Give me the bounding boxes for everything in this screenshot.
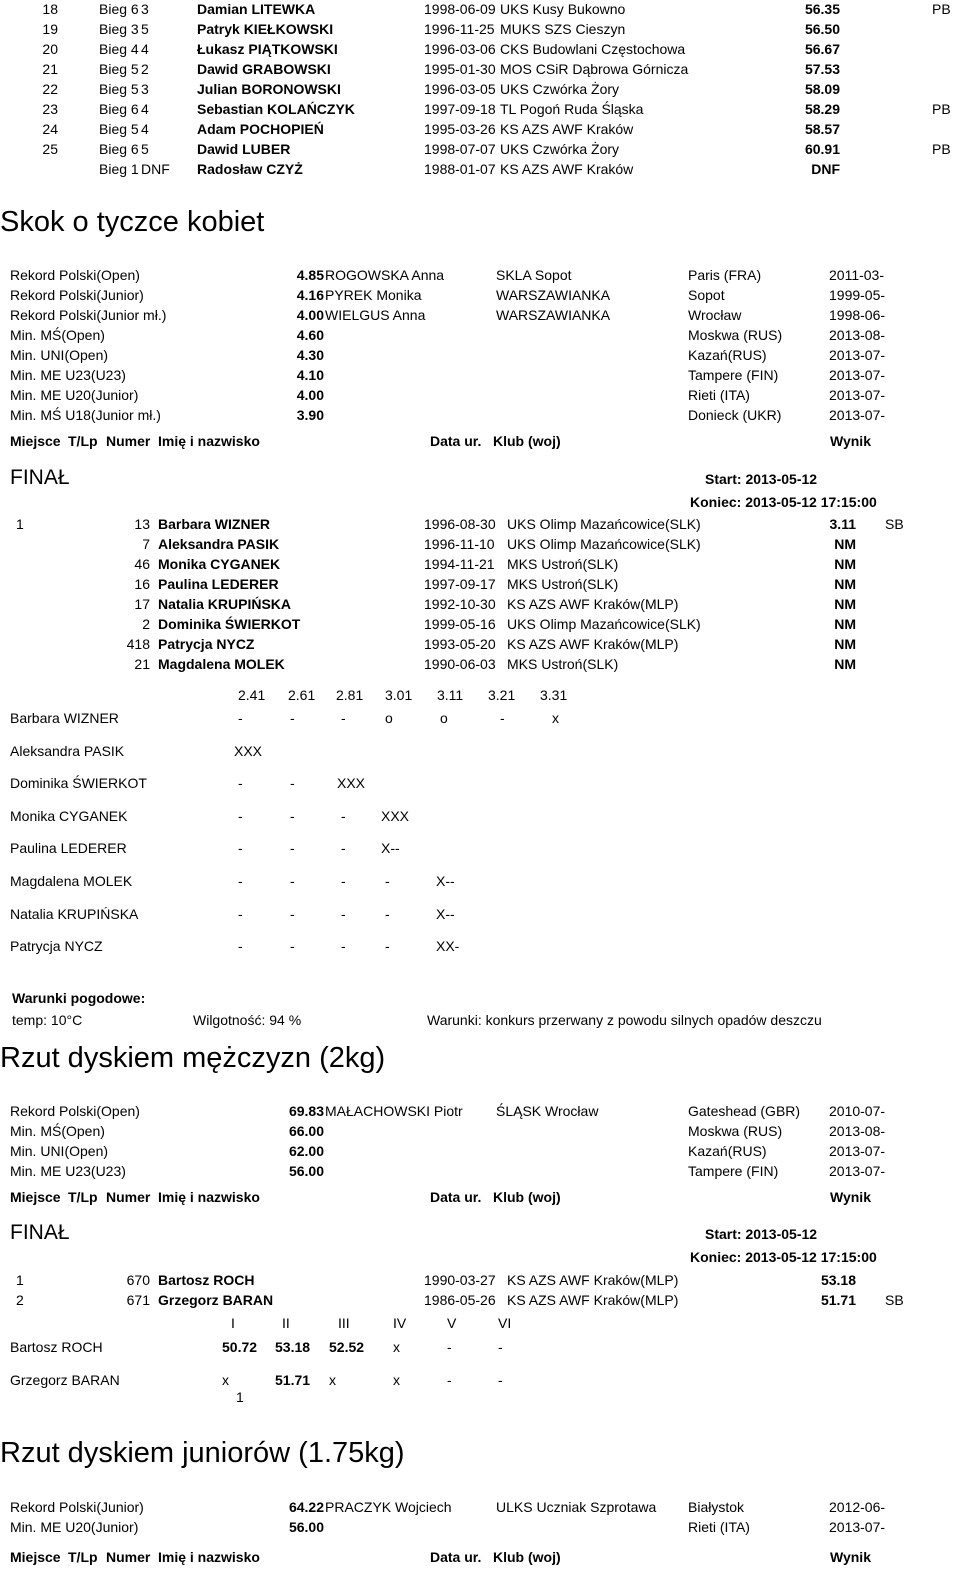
record-place: Wrocław bbox=[688, 307, 742, 323]
row-place: 23 bbox=[42, 101, 58, 117]
attempt-mark: o bbox=[440, 710, 448, 726]
weather-label: Warunki pogodowe: bbox=[12, 990, 146, 1006]
result-birth-date: 1990-06-03 bbox=[424, 656, 496, 672]
record-club: ULKS Uczniak Szprotawa bbox=[496, 1499, 657, 1515]
final-label: FINAŁ bbox=[10, 466, 70, 489]
row-athlete-name: Adam POCHOPIEŃ bbox=[197, 121, 324, 137]
result-value: NM bbox=[834, 616, 856, 632]
result-athlete-name: Monika CYGANEK bbox=[158, 556, 281, 572]
result-club: MKS Ustroń(SLK) bbox=[507, 576, 619, 592]
result-club: MKS Ustroń(SLK) bbox=[507, 556, 619, 572]
row-birth-date: 1998-06-09 bbox=[424, 1, 496, 17]
record-value: 4.00 bbox=[296, 387, 324, 403]
row-club: MUKS SZS Cieszyn bbox=[500, 21, 626, 37]
result-number: 7 bbox=[142, 536, 150, 552]
result-number: 2 bbox=[142, 616, 150, 632]
attempt-athlete-name: Magdalena MOLEK bbox=[10, 873, 133, 889]
record-label: Min. UNI(Open) bbox=[10, 347, 109, 363]
result-number: 46 bbox=[134, 556, 150, 572]
row-result: 56.35 bbox=[804, 1, 840, 17]
attempt-mark: - bbox=[447, 1339, 452, 1355]
record-label: Min. MŚ U18(Junior mł.) bbox=[10, 407, 161, 423]
result-club: KS AZS AWF Kraków(MLP) bbox=[507, 1292, 679, 1308]
row-place: 19 bbox=[42, 21, 58, 37]
record-label: Min. ME U20(Junior) bbox=[10, 387, 139, 403]
row-result: DNF bbox=[811, 161, 840, 177]
record-value: 3.90 bbox=[296, 407, 324, 423]
result-birth-date: 1990-03-27 bbox=[424, 1272, 496, 1288]
record-label: Rekord Polski(Junior) bbox=[10, 287, 144, 303]
row-place: 25 bbox=[42, 141, 58, 157]
record-label: Min. MŚ(Open) bbox=[10, 327, 105, 343]
record-place: Gateshead (GBR) bbox=[688, 1103, 801, 1119]
attempt-mark: - bbox=[385, 938, 390, 955]
result-value: NM bbox=[834, 556, 856, 572]
attempt-mark: - bbox=[290, 807, 295, 824]
attempt-mark: - bbox=[385, 905, 390, 922]
end-time: Koniec: 2013-05-12 17:15:00 bbox=[690, 494, 877, 510]
col-header-place: Miejsce bbox=[10, 1549, 61, 1565]
record-date: 2011-03- bbox=[829, 267, 885, 283]
result-athlete-name: Grzegorz BARAN bbox=[158, 1292, 274, 1308]
round-label: I bbox=[231, 1315, 235, 1331]
record-club: WARSZAWIANKA bbox=[496, 307, 611, 323]
col-header-club: Klub (woj) bbox=[493, 1189, 561, 1205]
result-number: 670 bbox=[126, 1272, 150, 1288]
result-note: SB bbox=[885, 516, 904, 532]
row-birth-date: 1996-03-05 bbox=[424, 81, 496, 97]
row-club: UKS Czwórka Żory bbox=[500, 141, 620, 157]
col-header-result: Wynik bbox=[830, 1189, 871, 1205]
record-value: 69.83 bbox=[288, 1103, 324, 1119]
attempt-mark: - bbox=[498, 1372, 503, 1388]
row-lane: 3 bbox=[141, 81, 149, 97]
result-birth-date: 1992-10-30 bbox=[424, 596, 496, 612]
col-header-birth-date: Data ur. bbox=[430, 433, 482, 449]
result-value: NM bbox=[834, 656, 856, 672]
record-date: 2013-07- bbox=[829, 1519, 886, 1535]
attempt-athlete-name: Bartosz ROCH bbox=[10, 1339, 103, 1355]
row-birth-date: 1995-03-26 bbox=[424, 121, 496, 137]
record-place: Tampere (FIN) bbox=[688, 367, 779, 383]
weather-humidity: Wilgotność: 94 % bbox=[193, 1012, 302, 1028]
attempt-mark: XXX bbox=[381, 807, 410, 824]
row-birth-date: 1997-09-18 bbox=[424, 101, 496, 117]
result-athlete-name: Dominika ŚWIERKOT bbox=[158, 616, 301, 632]
row-club: KS AZS AWF Kraków bbox=[500, 121, 634, 137]
row-lane: 4 bbox=[141, 101, 149, 117]
attempt-athlete-name: Patrycja NYCZ bbox=[10, 938, 103, 955]
row-result: 56.67 bbox=[804, 41, 840, 57]
row-athlete-name: Dawid GRABOWSKI bbox=[197, 61, 331, 77]
row-birth-date: 1996-03-06 bbox=[424, 41, 496, 57]
row-result: 60.91 bbox=[804, 141, 840, 157]
attempt-mark: - bbox=[447, 1372, 452, 1388]
result-athlete-name: Magdalena MOLEK bbox=[158, 656, 285, 672]
row-note: PB bbox=[932, 101, 951, 117]
record-date: 2013-07- bbox=[829, 367, 886, 383]
record-holder: PYREK Monika bbox=[325, 287, 422, 303]
event-title: Skok o tyczce kobiet bbox=[0, 206, 265, 238]
result-birth-date: 1999-05-16 bbox=[424, 616, 496, 632]
result-value: NM bbox=[834, 596, 856, 612]
bar-height: 2.81 bbox=[336, 687, 364, 703]
result-value: 51.71 bbox=[820, 1292, 856, 1308]
attempt-mark: x bbox=[222, 1372, 229, 1388]
record-label: Rekord Polski(Junior mł.) bbox=[10, 307, 167, 323]
result-place: 1 bbox=[16, 516, 24, 532]
record-place: Moskwa (RUS) bbox=[688, 1123, 783, 1139]
record-date: 2013-08- bbox=[829, 327, 886, 343]
record-date: 2013-07- bbox=[829, 407, 886, 423]
attempt-athlete-name: Monika CYGANEK bbox=[10, 807, 128, 824]
record-club: WARSZAWIANKA bbox=[496, 287, 611, 303]
attempt-mark: - bbox=[341, 905, 346, 922]
attempt-mark: - bbox=[341, 873, 346, 889]
record-place: Sopot bbox=[688, 287, 725, 303]
bar-height: 2.61 bbox=[288, 687, 316, 703]
attempt-mark: - bbox=[238, 807, 243, 824]
result-club: UKS Olimp Mazańcowice(SLK) bbox=[507, 616, 701, 632]
col-header-tlp: T/Lp bbox=[68, 1549, 98, 1565]
record-label: Min. ME U23(U23) bbox=[10, 1163, 126, 1179]
attempt-athlete-name: Aleksandra PASIK bbox=[10, 742, 125, 759]
row-heat: Bieg 5 bbox=[99, 121, 139, 137]
row-heat: Bieg 6 bbox=[99, 141, 139, 157]
row-note: PB bbox=[932, 1, 951, 17]
record-value: 56.00 bbox=[288, 1163, 324, 1179]
col-header-tlp: T/Lp bbox=[68, 433, 98, 449]
result-value: NM bbox=[834, 536, 856, 552]
record-label: Min. UNI(Open) bbox=[10, 1143, 109, 1159]
row-result: 58.09 bbox=[804, 81, 840, 97]
attempt-mark: x bbox=[393, 1372, 400, 1388]
weather-conditions: Warunki: konkurs przerwany z powodu silnych opadów deszczu bbox=[427, 1012, 822, 1028]
record-value: 64.22 bbox=[288, 1499, 324, 1515]
record-place: Białystok bbox=[688, 1499, 745, 1515]
record-date: 2013-07- bbox=[829, 387, 886, 403]
row-heat: Bieg 4 bbox=[99, 41, 139, 57]
record-value: 56.00 bbox=[288, 1519, 324, 1535]
attempt-mark: - bbox=[290, 840, 295, 857]
col-header-club: Klub (woj) bbox=[493, 1549, 561, 1565]
col-header-birth-date: Data ur. bbox=[430, 1549, 482, 1565]
bar-height: 3.11 bbox=[437, 687, 464, 703]
result-value: NM bbox=[834, 576, 856, 592]
record-date: 2013-08- bbox=[829, 1123, 886, 1139]
col-header-result: Wynik bbox=[830, 1549, 871, 1565]
attempt-mark: - bbox=[238, 840, 243, 857]
attempt-mark: - bbox=[238, 710, 243, 726]
row-birth-date: 1998-07-07 bbox=[424, 141, 496, 157]
end-time: Koniec: 2013-05-12 17:15:00 bbox=[690, 1249, 877, 1265]
record-place: Moskwa (RUS) bbox=[688, 327, 783, 343]
record-holder: ROGOWSKA Anna bbox=[325, 267, 445, 283]
result-number: 16 bbox=[134, 576, 150, 592]
result-number: 418 bbox=[126, 636, 150, 652]
round-label: V bbox=[447, 1315, 457, 1331]
record-date: 1998-06- bbox=[829, 307, 886, 323]
attempt-mark: - bbox=[290, 873, 295, 889]
attempt-athlete-name: Natalia KRUPIŃSKA bbox=[10, 905, 139, 922]
row-heat: Bieg 6 bbox=[99, 101, 139, 117]
attempt-mark: 53.18 bbox=[275, 1339, 311, 1355]
result-athlete-name: Bartosz ROCH bbox=[158, 1272, 255, 1288]
result-birth-date: 1994-11-21 bbox=[424, 556, 495, 572]
record-value: 4.00 bbox=[296, 307, 324, 323]
record-value: 4.16 bbox=[296, 287, 324, 303]
col-header-number: Numer bbox=[106, 1189, 151, 1205]
record-date: 2012-06- bbox=[829, 1499, 886, 1515]
row-result: 56.50 bbox=[804, 21, 840, 37]
result-number: 17 bbox=[134, 596, 150, 612]
attempt-mark: 50.72 bbox=[222, 1339, 258, 1355]
record-club: ŚLĄSK Wrocław bbox=[496, 1103, 599, 1119]
record-label: Min. ME U20(Junior) bbox=[10, 1519, 139, 1535]
record-label: Rekord Polski(Open) bbox=[10, 1103, 140, 1119]
result-athlete-name: Barbara WIZNER bbox=[158, 516, 271, 532]
attempt-mark: - bbox=[385, 873, 390, 889]
row-result: 58.29 bbox=[804, 101, 840, 117]
record-value: 4.85 bbox=[296, 267, 324, 283]
row-athlete-name: Dawid LUBER bbox=[197, 141, 291, 157]
attempt-mark: - bbox=[341, 938, 346, 955]
bar-height: 3.31 bbox=[540, 687, 568, 703]
round-label: IV bbox=[393, 1315, 407, 1331]
result-value: 3.11 bbox=[829, 516, 856, 532]
attempt-mark: - bbox=[290, 710, 295, 726]
row-athlete-name: Sebastian KOLAŃCZYK bbox=[197, 101, 355, 117]
result-club: UKS Olimp Mazańcowice(SLK) bbox=[507, 536, 701, 552]
record-date: 2013-07- bbox=[829, 1163, 886, 1179]
col-header-place: Miejsce bbox=[10, 1189, 61, 1205]
record-value: 4.10 bbox=[296, 367, 324, 383]
round-label: III bbox=[338, 1315, 350, 1331]
result-birth-date: 1986-05-26 bbox=[424, 1292, 496, 1308]
attempt-mark: - bbox=[500, 710, 505, 726]
round-label: II bbox=[282, 1315, 290, 1331]
row-result: 57.53 bbox=[804, 61, 840, 77]
row-athlete-name: Patryk KIEŁKOWSKI bbox=[197, 21, 334, 37]
result-athlete-name: Patrycja NYCZ bbox=[158, 636, 255, 652]
row-athlete-name: Radosław CZYŻ bbox=[197, 161, 303, 177]
row-club: MOS CSiR Dąbrowa Górnicza bbox=[500, 61, 689, 77]
record-value: 62.00 bbox=[288, 1143, 324, 1159]
row-athlete-name: Łukasz PIĄTKOWSKI bbox=[197, 41, 338, 57]
record-value: 4.60 bbox=[296, 327, 324, 343]
attempt-mark: - bbox=[238, 905, 243, 922]
row-note: PB bbox=[932, 141, 951, 157]
result-athlete-name: Aleksandra PASIK bbox=[158, 536, 280, 552]
attempt-mark: 52.52 bbox=[329, 1339, 365, 1355]
attempt-athlete-name: Paulina LEDERER bbox=[10, 840, 127, 857]
record-date: 2010-07- bbox=[829, 1103, 886, 1119]
result-birth-date: 1993-05-20 bbox=[424, 636, 496, 652]
attempt-mark: - bbox=[341, 840, 346, 857]
weather-temperature: temp: 10°C bbox=[12, 1012, 83, 1028]
row-place: 18 bbox=[42, 1, 58, 17]
record-date: 1999-05- bbox=[829, 287, 886, 303]
row-lane: 4 bbox=[141, 121, 149, 137]
result-number: 21 bbox=[134, 656, 150, 672]
result-place: 1 bbox=[16, 1272, 24, 1288]
attempt-mark: - bbox=[290, 775, 295, 792]
row-birth-date: 1988-01-07 bbox=[424, 161, 496, 177]
record-date: 2013-07- bbox=[829, 347, 886, 363]
row-lane: 5 bbox=[141, 141, 149, 157]
record-place: Kazań(RUS) bbox=[688, 1143, 767, 1159]
row-place: 21 bbox=[42, 61, 58, 77]
round-label: VI bbox=[498, 1315, 512, 1331]
record-place: Kazań(RUS) bbox=[688, 347, 767, 363]
row-lane: DNF bbox=[141, 161, 170, 177]
final-label: FINAŁ bbox=[10, 1221, 70, 1244]
attempt-mark: x bbox=[329, 1372, 336, 1388]
row-club: KS AZS AWF Kraków bbox=[500, 161, 634, 177]
row-club: TL Pogoń Ruda Śląska bbox=[500, 101, 644, 117]
attempt-mark: X-- bbox=[436, 905, 455, 922]
row-lane: 5 bbox=[141, 21, 149, 37]
row-result: 58.57 bbox=[804, 121, 840, 137]
col-header-birth-date: Data ur. bbox=[430, 1189, 482, 1205]
row-athlete-name: Damian LITEWKA bbox=[197, 1, 316, 17]
event-title: Rzut dyskiem mężczyzn (2kg) bbox=[0, 1042, 386, 1074]
attempt-mark: - bbox=[238, 873, 243, 889]
attempt-mark: - bbox=[341, 807, 346, 824]
result-club: KS AZS AWF Kraków(MLP) bbox=[507, 636, 679, 652]
attempt-mark: XXX bbox=[234, 742, 263, 759]
attempt-mark: - bbox=[238, 775, 243, 792]
attempt-athlete-name: Dominika ŚWIERKOT bbox=[10, 775, 147, 792]
result-club: MKS Ustroń(SLK) bbox=[507, 656, 619, 672]
result-club: UKS Olimp Mazańcowice(SLK) bbox=[507, 516, 701, 532]
record-holder: MAŁACHOWSKI Piotr bbox=[325, 1103, 463, 1119]
record-place: Rieti (ITA) bbox=[688, 387, 750, 403]
attempt-mark: 51.71 bbox=[275, 1372, 311, 1388]
col-header-number: Numer bbox=[106, 1549, 151, 1565]
record-value: 4.30 bbox=[296, 347, 324, 363]
row-place: 24 bbox=[42, 121, 58, 137]
record-label: Rekord Polski(Open) bbox=[10, 267, 140, 283]
row-heat: Bieg 1 bbox=[99, 161, 139, 177]
result-number: 671 bbox=[126, 1292, 150, 1308]
record-value: 66.00 bbox=[288, 1123, 324, 1139]
col-header-name: Imię i nazwisko bbox=[158, 433, 260, 449]
result-birth-date: 1996-08-30 bbox=[424, 516, 496, 532]
footnote: 1 bbox=[236, 1389, 244, 1405]
col-header-place: Miejsce bbox=[10, 433, 61, 449]
row-club: CKS Budowlani Częstochowa bbox=[500, 41, 686, 57]
record-holder: WIELGUS Anna bbox=[325, 307, 426, 323]
attempt-mark: - bbox=[290, 905, 295, 922]
result-athlete-name: Natalia KRUPIŃSKA bbox=[158, 596, 292, 612]
record-label: Rekord Polski(Junior) bbox=[10, 1499, 144, 1515]
row-heat: Bieg 6 bbox=[99, 1, 139, 17]
attempt-mark: x bbox=[393, 1339, 400, 1355]
row-lane: 3 bbox=[141, 1, 149, 17]
result-athlete-name: Paulina LEDERER bbox=[158, 576, 279, 592]
row-lane: 2 bbox=[141, 61, 149, 77]
bar-height: 3.21 bbox=[488, 687, 516, 703]
attempt-mark: XXX bbox=[337, 775, 366, 792]
bar-height: 2.41 bbox=[238, 687, 266, 703]
record-label: Min. ME U23(U23) bbox=[10, 367, 126, 383]
record-place: Donieck (UKR) bbox=[688, 407, 782, 423]
event-title: Rzut dyskiem juniorów (1.75kg) bbox=[0, 1437, 405, 1469]
result-birth-date: 1997-09-17 bbox=[424, 576, 496, 592]
attempt-mark: - bbox=[498, 1339, 503, 1355]
result-number: 13 bbox=[134, 516, 150, 532]
row-birth-date: 1996-11-25 bbox=[424, 21, 495, 37]
row-place: 20 bbox=[42, 41, 58, 57]
row-place: 22 bbox=[42, 81, 58, 97]
record-holder: PRACZYK Wojciech bbox=[325, 1499, 452, 1515]
col-header-number: Numer bbox=[106, 433, 151, 449]
attempt-mark: - bbox=[341, 710, 346, 726]
row-heat: Bieg 5 bbox=[99, 61, 139, 77]
record-place: Tampere (FIN) bbox=[688, 1163, 779, 1179]
attempt-mark: x bbox=[552, 710, 559, 726]
attempt-mark: o bbox=[385, 710, 393, 726]
row-heat: Bieg 5 bbox=[99, 81, 139, 97]
row-athlete-name: Julian BORONOWSKI bbox=[197, 81, 341, 97]
attempt-mark: - bbox=[238, 938, 243, 955]
attempt-athlete-name: Barbara WIZNER bbox=[10, 710, 119, 726]
record-label: Min. MŚ(Open) bbox=[10, 1123, 105, 1139]
row-birth-date: 1995-01-30 bbox=[424, 61, 496, 77]
row-club: UKS Czwórka Żory bbox=[500, 81, 620, 97]
row-club: UKS Kusy Bukowno bbox=[500, 1, 626, 17]
result-club: KS AZS AWF Kraków(MLP) bbox=[507, 596, 679, 612]
row-lane: 4 bbox=[141, 41, 149, 57]
record-date: 2013-07- bbox=[829, 1143, 886, 1159]
record-place: Paris (FRA) bbox=[688, 267, 762, 283]
attempt-mark: X-- bbox=[381, 840, 400, 857]
row-heat: Bieg 3 bbox=[99, 21, 139, 37]
start-time: Start: 2013-05-12 bbox=[705, 471, 818, 487]
result-place: 2 bbox=[16, 1292, 24, 1308]
result-value: 53.18 bbox=[820, 1272, 856, 1288]
col-header-name: Imię i nazwisko bbox=[158, 1189, 260, 1205]
result-birth-date: 1996-11-10 bbox=[424, 536, 495, 552]
record-place: Rieti (ITA) bbox=[688, 1519, 750, 1535]
col-header-result: Wynik bbox=[830, 433, 871, 449]
col-header-club: Klub (woj) bbox=[493, 433, 561, 449]
col-header-name: Imię i nazwisko bbox=[158, 1549, 260, 1565]
col-header-tlp: T/Lp bbox=[68, 1189, 98, 1205]
attempt-mark: XX- bbox=[436, 938, 460, 955]
start-time: Start: 2013-05-12 bbox=[705, 1226, 818, 1242]
result-club: KS AZS AWF Kraków(MLP) bbox=[507, 1272, 679, 1288]
bar-height: 3.01 bbox=[385, 687, 413, 703]
record-club: SKLA Sopot bbox=[496, 267, 572, 283]
attempt-mark: X-- bbox=[436, 873, 455, 889]
attempt-athlete-name: Grzegorz BARAN bbox=[10, 1372, 120, 1388]
result-note: SB bbox=[885, 1292, 904, 1308]
attempt-mark: - bbox=[290, 938, 295, 955]
result-value: NM bbox=[834, 636, 856, 652]
